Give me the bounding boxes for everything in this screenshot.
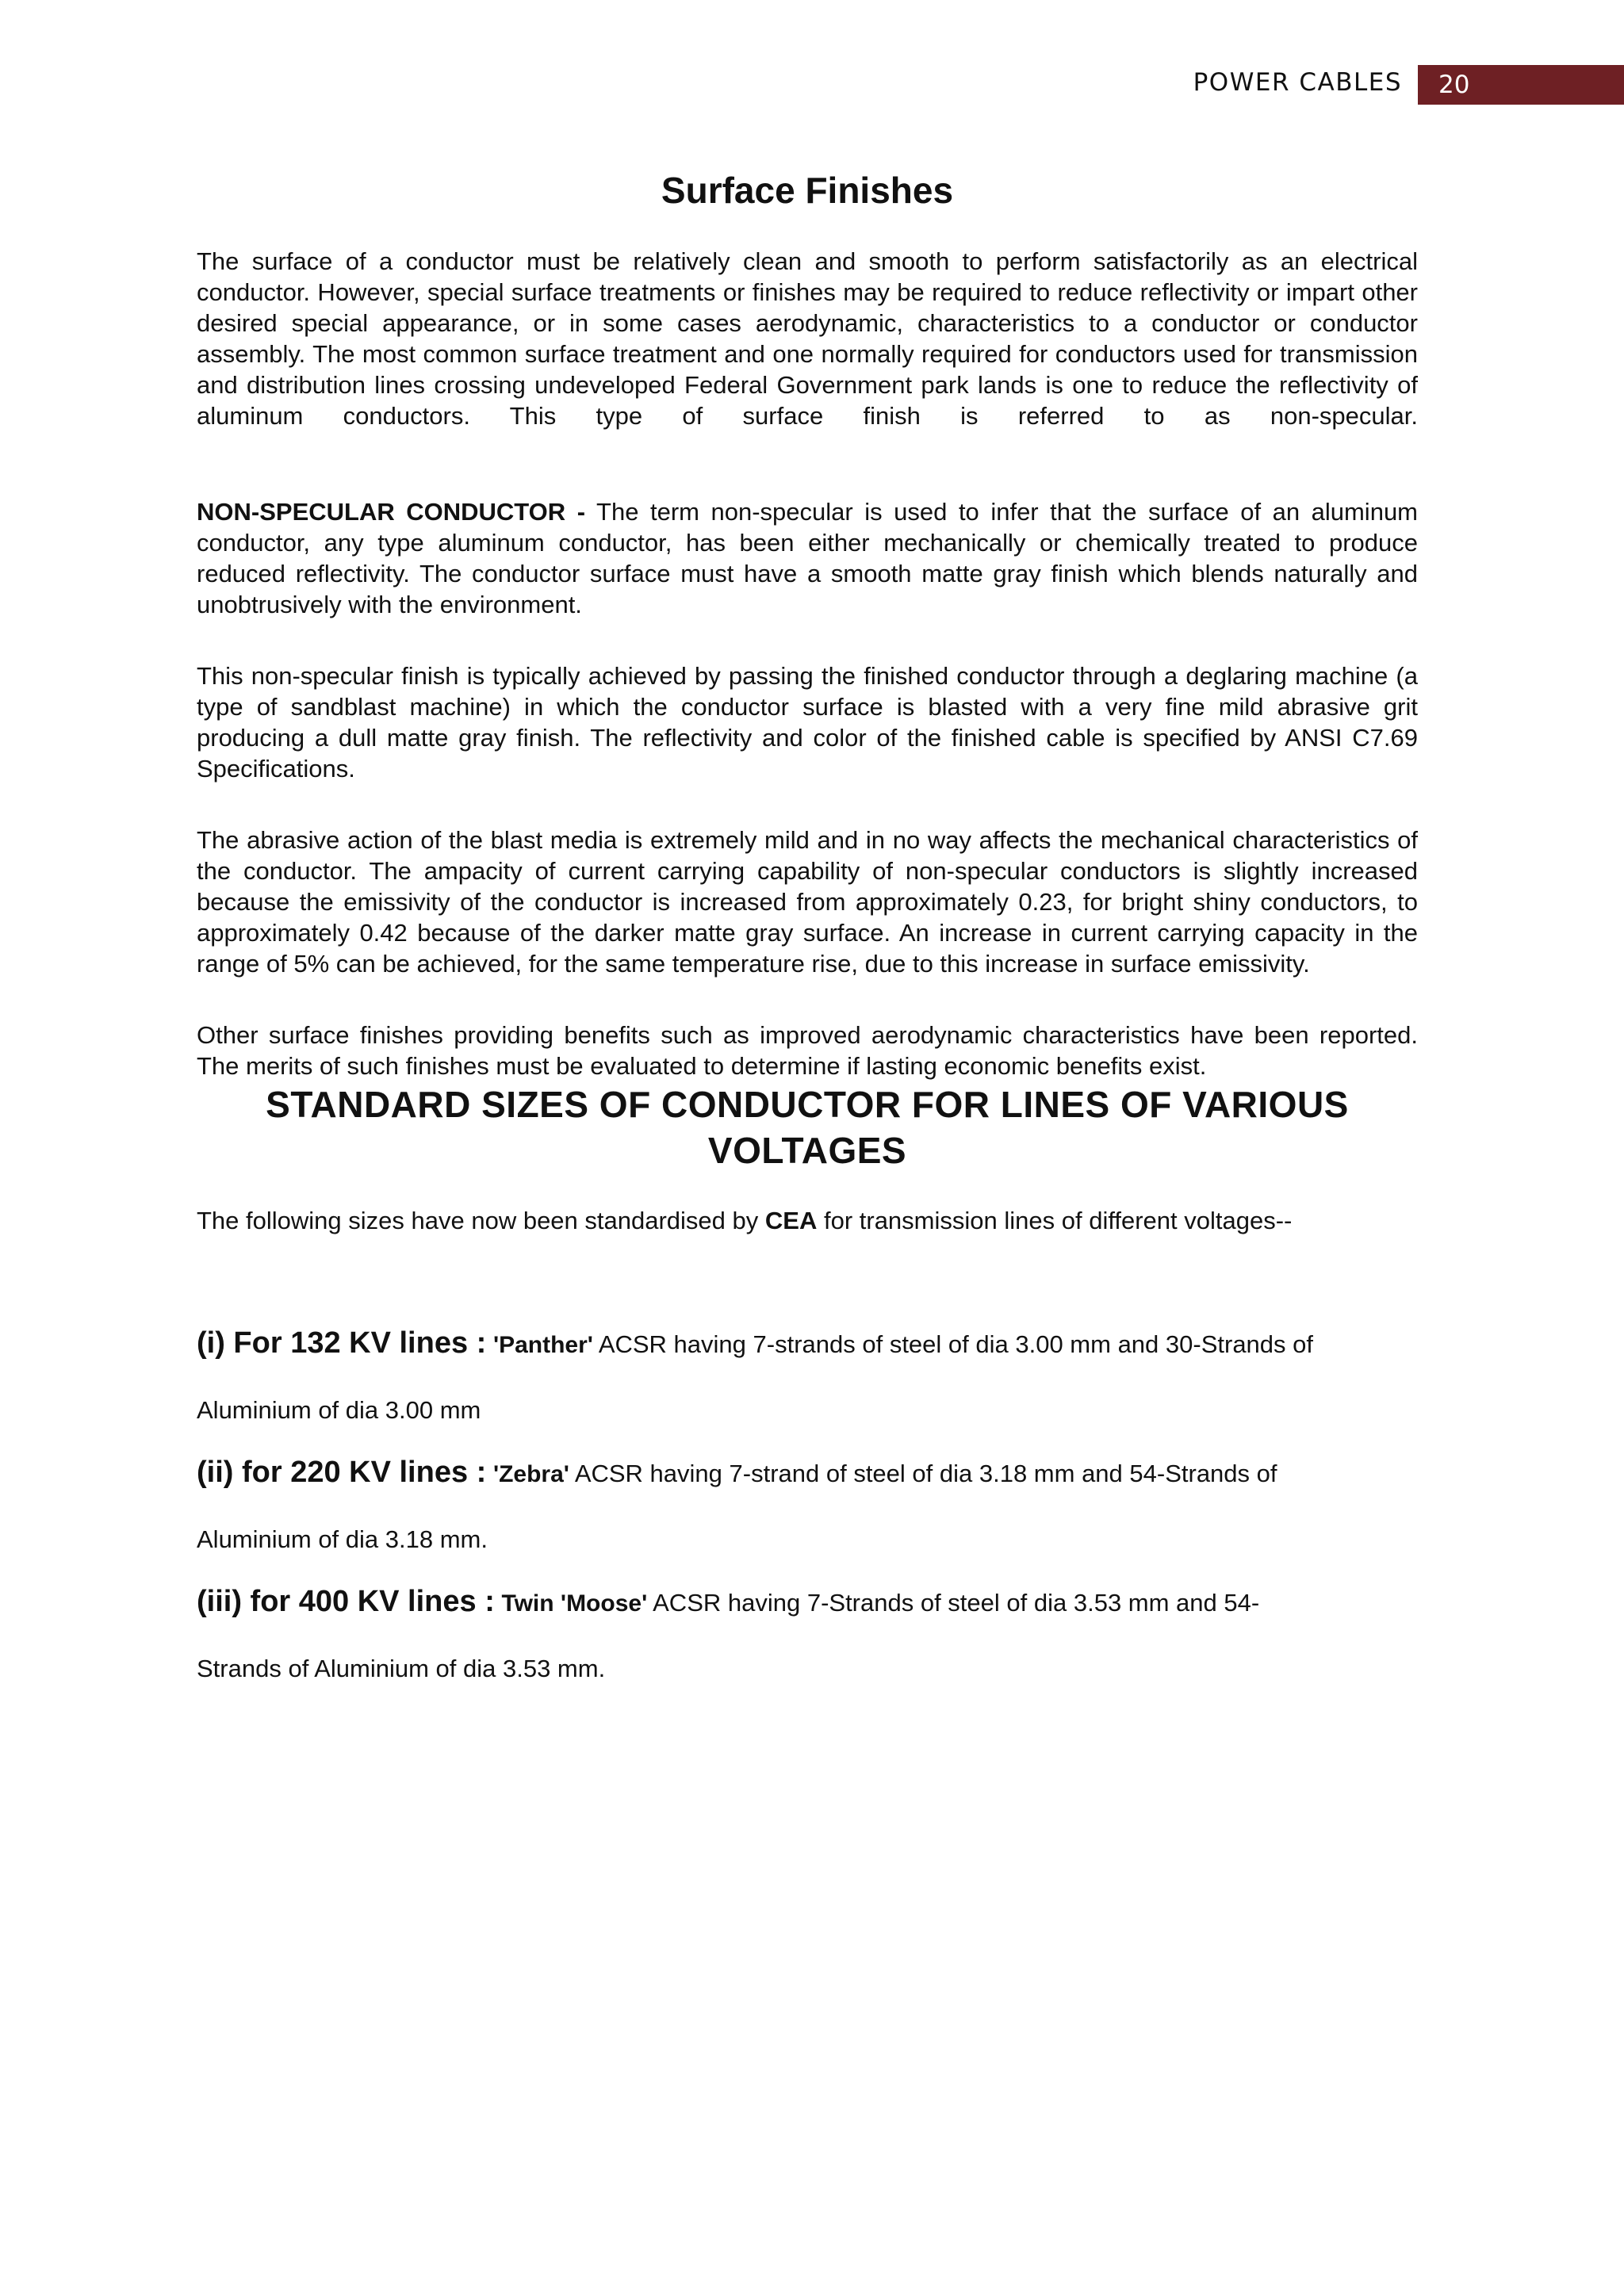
line-label-400kv: (iii) for 400 KV lines : [197,1585,495,1618]
list-item-220kv-line2: Aluminium of dia 3.18 mm. [197,1525,488,1553]
conductor-name-twin-moose: Twin 'Moose' [501,1590,648,1617]
list-item-132kv-line1 [197,1324,1418,1364]
non-specular-definition: The term non-specular is used to infer that the surface of an aluminum conductor, any type aluminum conductor, has been either mechanically or chemically treated to produce reduced reflectivity. The conductor surface must have a smooth matte gray finish which blends naturally and unobtrusively with the environment. [197,498,1419,618]
list-item-400kv-line2: Strands of Aluminium of dia 3.53 mm. [197,1655,606,1682]
list-item-132kv-line2: Aluminium of dia 3.00 mm [197,1396,481,1424]
conductor-spec-400kv: ACSR having 7-Strands of steel of dia 3.53 mm and 54- [653,1589,1260,1617]
intro-cea: CEA [764,1207,818,1234]
standard-title-line2: VOLTAGES [707,1130,907,1171]
list-item-400kv-line1 [197,1582,1418,1623]
standard-sizes-intro [197,1205,1418,1237]
paragraph-abrasive-action: The abrasive action of the blast media is extremely mild and in no way affects the mechanical characteristics of the conductor. The ampacity of current carrying capability of non-specular conductors is slightly increased because the emissivity of the conductor is increased from approximately 0.23, for bright shiny conductors, to approximately 0.42 because of the darker matte gray surface. An increase in current carrying capacity in the range of 5% can be achieved, for the same temperature rise, due to this increase in surface emissivity. [197,826,1418,978]
standard-sizes-list [197,1324,1418,1685]
header-title: POWER CABLES [1193,68,1402,97]
conductor-spec-220kv: ACSR having 7-strand of steel of dia 3.18 mm and 54-Strands of [574,1460,1277,1487]
document-body [197,166,1418,1685]
paragraph-non-specular [197,496,1418,620]
term-non-specular-label: NON-SPECULAR CONDUCTOR - [197,498,586,526]
page-header [1148,65,1624,105]
paragraph-other-finishes: Other surface finishes providing benefits such as improved aerodynamic characteristics have been reported. The merits of such finishes must be evaluated to determine if lasting economic benefits exist. [197,1021,1418,1080]
paragraph-deglaring: This non-specular finish is typically achieved by passing the finished conductor through a deglaring machine (a type of sandblast machine) in which the conductor surface is blasted with a very fine mild abrasive grit producing a dull matte gray finish. The reflectivity and color of the finished cable is specified by ANSI C7.69 Specifications. [197,662,1418,783]
conductor-spec-132kv: ACSR having 7-strands of steel of dia 3.00 mm and 30-Strands of [598,1330,1314,1358]
intro-text-after: for transmission lines of different voltages-- [823,1207,1293,1234]
line-label-220kv: (ii) for 220 KV lines : [197,1456,487,1489]
list-item-220kv-line1 [197,1453,1418,1494]
standard-title-line1: STANDARD SIZES OF CONDUCTOR FOR LINES OF VARIOUS [266,1084,1349,1125]
section-title-standard-sizes [197,1081,1418,1173]
section-title-surface-finishes: Surface Finishes [661,170,954,211]
line-label-132kv: (i) For 132 KV lines : [197,1326,487,1360]
conductor-name-panther: 'Panther' [492,1332,593,1358]
conductor-name-zebra: 'Zebra' [492,1461,569,1487]
paragraph-surface-intro: The surface of a conductor must be relatively clean and smooth to perform satisfactorily as an electrical conductor. However, special surface treatments or finishes may be required to reduce reflectivity or impart other desired special appearance, or in some cases aerodynamic, characteristics to a conductor or conductor assembly. The most common surface treatment and one normally required for conductors used for transmission and distribution lines crossing undeveloped Federal Government park lands is one to reduce the reflectivity of aluminum conductors. This type of surface finish is referred to as non-specular. [197,247,1418,430]
intro-text-before: The following sizes have now been standardised by [197,1207,759,1234]
page-number-badge: 20 [1418,65,1624,105]
